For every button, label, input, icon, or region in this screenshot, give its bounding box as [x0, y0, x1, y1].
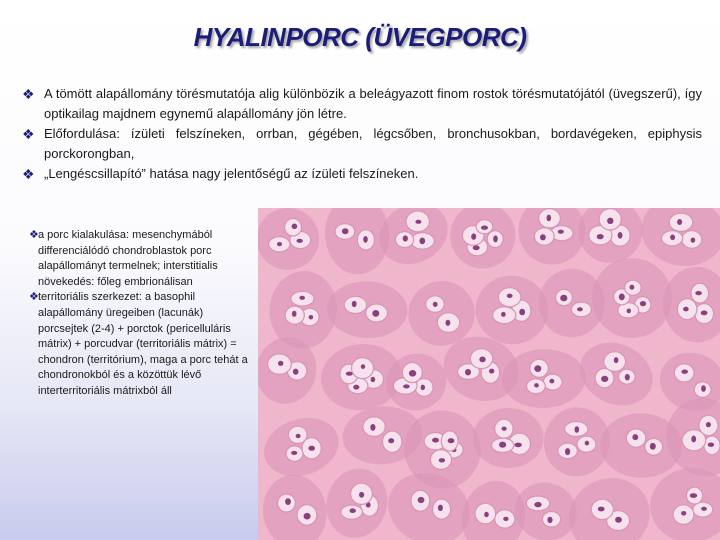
hyaline-cartilage-micrograph	[258, 208, 720, 540]
chondrocyte-nucleus	[618, 232, 623, 239]
chondrocyte-nucleus	[278, 361, 283, 366]
chondrocyte-nucleus	[547, 215, 552, 222]
chondrocyte-nucleus	[681, 370, 688, 374]
chondrocyte-nucleus	[285, 498, 291, 505]
main-bullet-list	[22, 84, 702, 184]
chondrocyte-nucleus	[615, 517, 622, 523]
chondrocyte-nucleus	[292, 224, 298, 230]
chondrocyte-nucleus	[479, 357, 485, 363]
chondrocyte-nucleus	[597, 234, 604, 239]
chondrocyte-nucleus	[547, 517, 552, 523]
chondrocyte-nucleus	[701, 385, 706, 392]
chondrocyte-nucleus	[515, 443, 522, 448]
micrograph-image	[258, 208, 720, 540]
chondrocyte-nucleus	[446, 320, 451, 326]
chondrocyte-nucleus	[448, 438, 455, 443]
chondrocyte-nucleus	[432, 438, 439, 443]
chondrocyte-nucleus	[585, 441, 589, 446]
chondrocyte-nucleus	[691, 238, 696, 243]
chondrocyte-nucleus	[359, 492, 364, 498]
chondrocyte-nucleus	[415, 220, 421, 224]
chondrocyte-nucleus	[363, 236, 368, 243]
chondrocyte-nucleus	[342, 228, 349, 234]
chondrocyte-nucleus	[540, 234, 546, 240]
chondrocyte-nucleus	[499, 442, 506, 448]
diamond-bullet-icon: ❖	[22, 126, 35, 142]
chondrocyte-nucleus	[471, 233, 476, 239]
diamond-bullet-icon: ❖	[22, 166, 35, 182]
chondrocyte-nucleus	[418, 497, 425, 503]
chondrocyte-nucleus	[575, 426, 580, 433]
side-bullet-text: a porc kialakulása: mesenchymából differenciálódó chondroblastok porc alapállományt termelnek; interstitialis növekedés: főleg embrionálisan	[38, 229, 218, 288]
chondrocyte-nucleus	[614, 357, 619, 363]
chondrocyte-nucleus	[352, 301, 357, 307]
chondrocyte-nucleus	[632, 434, 638, 440]
chondrocyte-nucleus	[350, 508, 356, 513]
chondrocyte-nucleus	[577, 307, 583, 311]
chondrocyte-nucleus	[297, 239, 303, 243]
chondrocyte-nucleus	[560, 295, 567, 302]
bullet-text: A tömött alapállomány törésmutatója alig különbözik a beleágyazott finom rostok törésmutatójától (üvegszerű), így optikailag majdnem egynemű alapállomány jön létre.	[44, 86, 702, 121]
chondrocyte-nucleus	[630, 285, 635, 290]
side-bullet-list	[30, 228, 252, 400]
chondrocyte-nucleus	[619, 294, 625, 301]
chondrocyte-nucleus	[683, 307, 689, 312]
chondrocyte-nucleus	[438, 505, 443, 511]
chondrocyte-nucleus	[670, 235, 675, 241]
chondrocyte-nucleus	[372, 310, 379, 317]
chondrocyte-nucleus	[701, 507, 707, 511]
diamond-bullet-icon: ❖	[22, 86, 35, 102]
chondrocyte-nucleus	[534, 502, 541, 507]
chondrocyte-nucleus	[409, 370, 416, 377]
chondrocyte-nucleus	[361, 364, 365, 369]
chondrocyte-nucleus	[293, 369, 299, 375]
chondrocyte-nucleus	[640, 301, 646, 306]
side-bullet-item	[30, 228, 252, 290]
chondrocyte-nucleus	[296, 434, 301, 438]
chondrocyte-nucleus	[493, 235, 498, 242]
chondrocyte-nucleus	[465, 369, 471, 375]
chondrocyte-nucleus	[371, 377, 376, 382]
chondrocyte-nucleus	[627, 309, 631, 314]
chondrocyte-nucleus	[403, 235, 408, 241]
chondrocyte-nucleus	[598, 507, 605, 512]
chondrocyte-nucleus	[370, 424, 375, 431]
bullet-item	[22, 84, 702, 124]
chondrocyte-nucleus	[308, 446, 315, 451]
chondrocyte-nucleus	[607, 218, 613, 224]
chondrocyte-nucleus	[292, 311, 297, 317]
side-bullet-text: territoriális szerkezet: a basophil alapállomány üregeiben (lacunák) porcsejtek (2-4) + porctok (pericelluláris mátrix) + porcudvar (territoriális mátrix) = chondron (territórium), maga a porc tehát a chondronokból és a közöttük lévő interterritoriális mátrixból áll	[38, 291, 248, 397]
chondrocyte-nucleus	[439, 458, 445, 462]
bullet-item	[22, 164, 702, 184]
chondrocyte-nucleus	[403, 384, 410, 388]
chondrocyte-nucleus	[489, 369, 494, 374]
chondrocyte-nucleus	[353, 385, 359, 390]
chondrocyte-nucleus	[299, 296, 305, 300]
chondrocyte-nucleus	[304, 513, 311, 520]
bullet-item	[22, 124, 702, 164]
chondrocyte-nucleus	[701, 311, 708, 316]
chondrocyte-nucleus	[507, 294, 513, 298]
chondrocyte-nucleus	[625, 374, 630, 380]
chondrocyte-nucleus	[503, 517, 508, 521]
chondrocyte-nucleus	[534, 383, 539, 387]
chondrocyte-nucleus	[550, 379, 555, 384]
chondrocyte-nucleus	[695, 291, 702, 295]
chondrocyte-nucleus	[388, 438, 394, 443]
chondrocyte-nucleus	[481, 226, 488, 230]
chondrocyte-nucleus	[502, 427, 507, 431]
chondrocyte-nucleus	[433, 302, 438, 307]
chondrocyte-nucleus	[558, 230, 564, 234]
diamond-bullet-icon: ❖	[29, 291, 39, 304]
chondrocyte-nucleus	[691, 436, 696, 443]
chondrocyte-nucleus	[677, 219, 682, 225]
chondrocyte-nucleus	[309, 315, 314, 319]
chondrocyte-nucleus	[650, 443, 656, 450]
chondrocyte-nucleus	[690, 493, 697, 498]
chondrocyte-nucleus	[501, 312, 506, 317]
chondrocyte-nucleus	[473, 245, 480, 250]
chondrocyte-nucleus	[565, 448, 570, 455]
bullet-text: Előfordulása: ízületi felszíneken, orrban, gégében, légcsőben, bronchusokban, bordavégeken, epiphysis porckorongban,	[44, 126, 702, 161]
chondrocyte-nucleus	[708, 443, 714, 447]
side-bullet-item	[30, 290, 252, 399]
slide-title: HYALINPORC (ÜVEGPORC)	[193, 22, 527, 52]
bullet-text: „Lengéscsillapító” hatása nagy jelentőségű az ízületi felszíneken.	[44, 166, 419, 181]
chondrocyte-nucleus	[534, 365, 541, 372]
chondrocyte-nucleus	[291, 451, 297, 455]
chondrocyte-nucleus	[681, 511, 686, 516]
chondrocyte-nucleus	[601, 376, 608, 382]
chondrocyte-nucleus	[484, 512, 489, 517]
chondrocyte-nucleus	[706, 422, 711, 427]
chondrocyte-nucleus	[277, 242, 282, 246]
diamond-bullet-icon: ❖	[29, 229, 39, 241]
chondrocyte-nucleus	[519, 309, 525, 316]
chondrocyte-nucleus	[421, 385, 425, 391]
chondrocyte-nucleus	[419, 238, 425, 245]
